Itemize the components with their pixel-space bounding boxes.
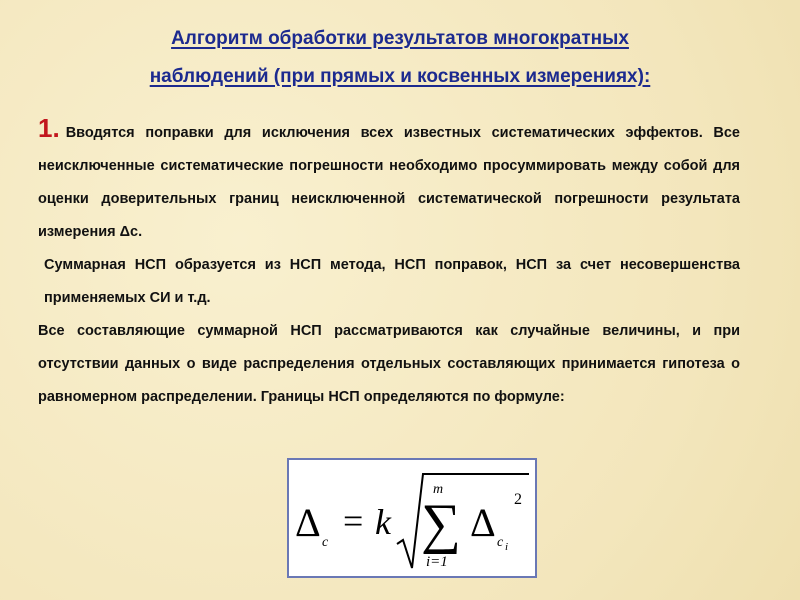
paragraph-2: Суммарная НСП образуется из НСП метода, НСП поправок, НСП за счет несовершенства применяемых СИ и т.д. [44, 257, 740, 306]
sum-upper-limit: m [433, 482, 444, 497]
formula-box [287, 458, 537, 578]
formula-term-subscript: c [497, 535, 504, 550]
title-line-1: Алгоритм обработки результатов многократных [171, 28, 629, 49]
formula-equals: = [343, 501, 364, 541]
formula-k: k [375, 502, 391, 542]
formula [289, 460, 535, 576]
title-line-2: наблюдений (при прямых и косвенных измерениях): [149, 66, 651, 87]
paragraph-3: Все составляющие суммарной НСП рассматриваются как случайные величины, и при отсутствии данных о виде распределения отдельных составляющих принимается гипотеза о равномерном распределении. Границы НСП определяются по формуле: [38, 323, 740, 405]
paragraph-1-lead: Вводятся поправки для исключения всех известных систематических [65, 125, 615, 141]
slide-title [60, 20, 740, 96]
step-number: 1. [38, 113, 60, 143]
sum-lower-limit: i=1 [426, 554, 448, 570]
formula-term-index: i [505, 541, 509, 553]
sum-sigma-icon: ∑ [421, 493, 461, 555]
formula-lhs-subscript: c [322, 535, 329, 550]
slide-body [38, 112, 740, 414]
formula-lhs-delta: Δ [295, 500, 321, 545]
paragraph-1 [38, 112, 740, 249]
formula-power: 2 [514, 491, 522, 508]
sqrt-sign [397, 474, 529, 568]
paragraph-1-rest: эффектов. Все неисключенные систематические погрешности необходимо просуммировать между собой для оценки доверительных границ неисключенной систематической погрешности результата измерения Δс. [38, 125, 740, 240]
formula-term-delta: Δ [470, 500, 496, 545]
